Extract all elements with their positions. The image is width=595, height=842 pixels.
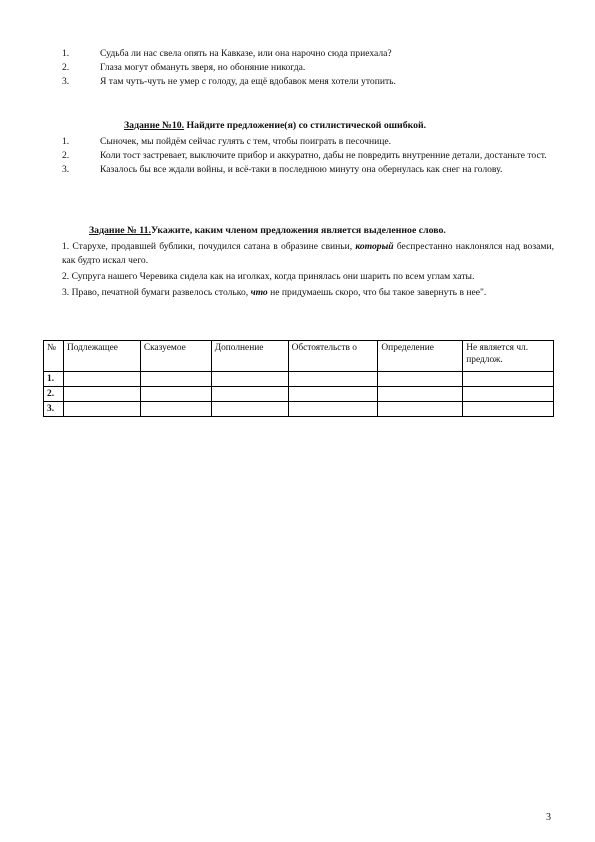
task-10-label: Задание №10. xyxy=(124,120,185,131)
answer-cell[interactable] xyxy=(288,372,378,387)
answer-cell[interactable] xyxy=(140,387,211,402)
answer-cell[interactable] xyxy=(288,402,378,417)
sentence-3-start: 3. Право, печатной бумаги развелось столько, xyxy=(62,287,251,298)
row-number: 1. xyxy=(44,372,64,387)
sentence-1 xyxy=(62,240,554,268)
highlighted-word: который xyxy=(355,241,394,252)
item-number: 1. xyxy=(62,48,70,59)
column-header: Обстоятельств о xyxy=(288,341,378,372)
row-number: 3. xyxy=(44,402,64,417)
answer-cell[interactable] xyxy=(63,402,140,417)
item-text: Коли тост застревает, выключите прибор и аккуратно, дабы не повредить внутренние детали, достаньте тост. xyxy=(100,150,547,161)
answer-cell[interactable] xyxy=(211,387,288,402)
task-10-list xyxy=(62,135,554,177)
item-number: 3. xyxy=(62,76,70,87)
item-text: Сыночек, мы пойдём сейчас гулять с тем, чтобы поиграть в песочнице. xyxy=(100,136,392,147)
column-header: № xyxy=(44,341,64,372)
column-header: Определение xyxy=(378,341,463,372)
answer-cell[interactable] xyxy=(463,387,554,402)
column-header: Не является чл. предлож. xyxy=(463,341,554,372)
answer-cell[interactable] xyxy=(378,372,463,387)
task-10-heading xyxy=(124,120,426,131)
list-item xyxy=(62,75,554,89)
table-row xyxy=(44,402,554,417)
sentence-list-9 xyxy=(62,47,554,89)
page-number: 3 xyxy=(546,812,551,823)
answer-cell[interactable] xyxy=(63,387,140,402)
table-header-row xyxy=(44,341,554,372)
sentence-3-end: не придумаешь скоро, что бы такое завернуть в нее". xyxy=(267,287,487,298)
task-10-instruction: Найдите предложение(я) со стилистической ошибкой. xyxy=(184,120,427,131)
answer-cell[interactable] xyxy=(463,402,554,417)
list-item xyxy=(62,61,554,75)
answer-cell[interactable] xyxy=(140,372,211,387)
column-header: Дополнение xyxy=(211,341,288,372)
table-row xyxy=(44,387,554,402)
item-number: 2. xyxy=(62,150,70,161)
item-number: 3. xyxy=(62,164,70,175)
answer-cell[interactable] xyxy=(378,402,463,417)
answer-cell[interactable] xyxy=(211,372,288,387)
column-header: Сказуемое xyxy=(140,341,211,372)
sentence-3 xyxy=(62,286,554,300)
highlighted-word: что xyxy=(250,287,268,298)
task-11-instruction: Укажите, каким членом предложения является выделенное слово. xyxy=(151,225,446,236)
task-11-sentences xyxy=(62,240,554,302)
item-text: Судьба ли нас свела опять на Кавказе, или она нарочно сюда приехала? xyxy=(100,48,392,59)
answer-cell[interactable] xyxy=(463,372,554,387)
answer-cell[interactable] xyxy=(378,387,463,402)
answer-cell[interactable] xyxy=(288,387,378,402)
answer-cell[interactable] xyxy=(211,402,288,417)
sentence-2: 2. Супруга нашего Черевика сидела как на иголках, когда принялась они шарить по всем углам хаты. xyxy=(62,271,475,282)
answer-table xyxy=(43,340,554,417)
row-number: 2. xyxy=(44,387,64,402)
task-11-label: Задание № 11. xyxy=(89,225,152,236)
item-text: Я там чуть-чуть не умер с голоду, да ещё вдобавок меня хотели утопить. xyxy=(100,76,396,87)
item-number: 1. xyxy=(62,136,70,147)
list-item xyxy=(62,47,554,61)
item-text: Глаза могут обмануть зверя, но обоняние никогда. xyxy=(100,62,306,73)
list-item xyxy=(62,149,554,163)
list-item xyxy=(62,135,554,149)
table-row xyxy=(44,372,554,387)
list-item xyxy=(62,163,554,177)
item-number: 2. xyxy=(62,62,70,73)
sentence-1-end: беспрестанно наклонялся над возами, как будто искал чего. xyxy=(62,241,554,266)
answer-cell[interactable] xyxy=(140,402,211,417)
sentence-1-start: 1. Старухе, продавшей бублики, почудился сатана в образине свиньи, xyxy=(62,241,356,252)
column-header: Подлежащее xyxy=(63,341,140,372)
item-text: Казалось бы все ждали войны, и всё-таки в последнюю минуту она обернулась как снег на голову. xyxy=(100,164,503,175)
task-11-heading xyxy=(89,225,446,236)
answer-cell[interactable] xyxy=(63,372,140,387)
